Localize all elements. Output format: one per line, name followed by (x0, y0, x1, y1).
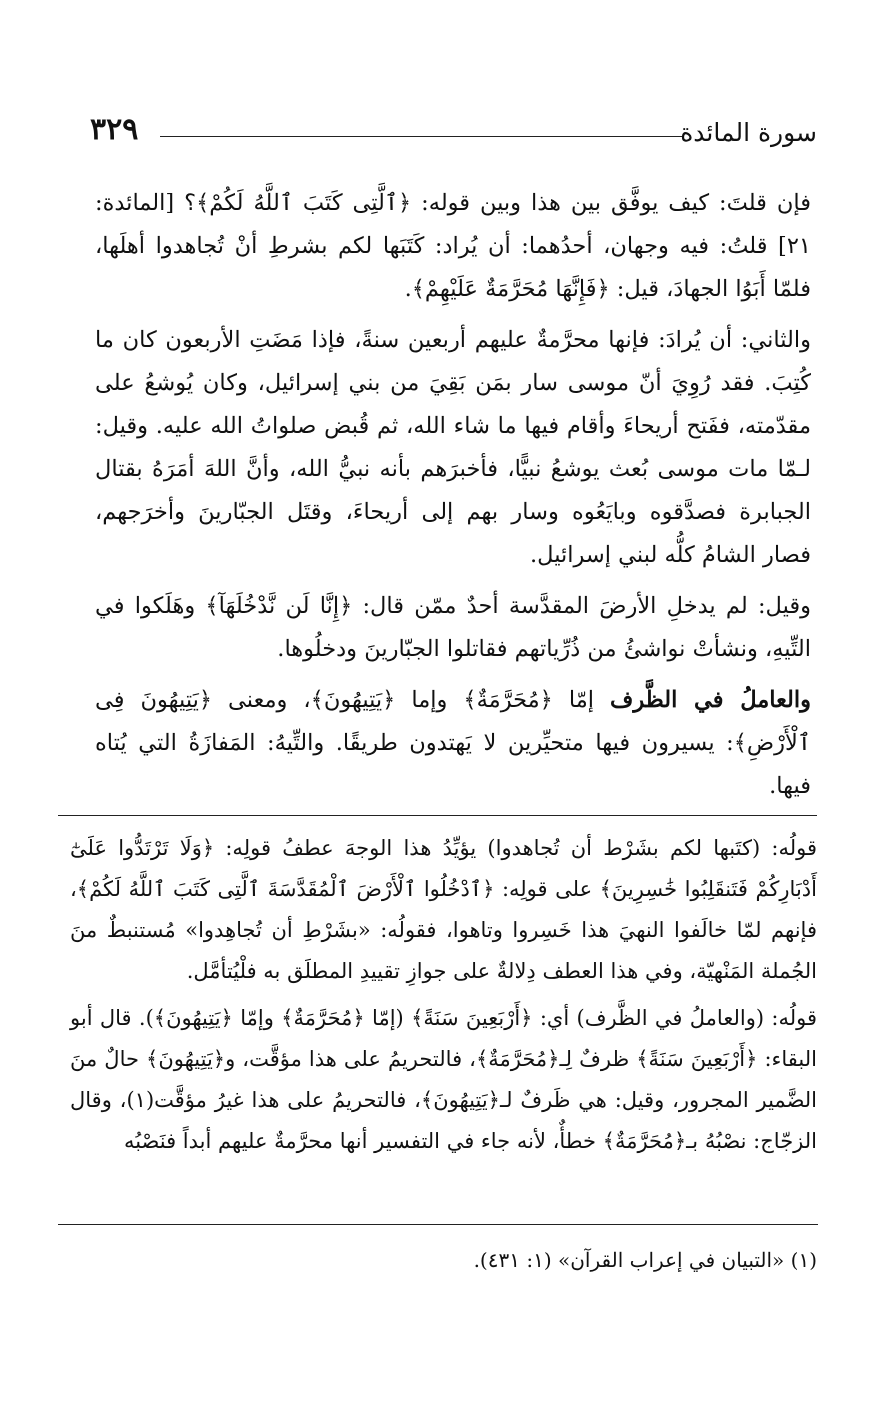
section-divider (58, 815, 817, 816)
paragraph-lead: والعاملُ في الظَّرف (610, 687, 811, 713)
footnote: (١) «التبيان في إعراب القرآن» (١: ٤٣١). (473, 1248, 817, 1272)
paragraph-rest: إمّا ﴿مُحَرَّمَةٌ﴾ وإما ﴿يَتِيهُونَ﴾، ومعنى ﴿يَتِيهُونَ فِى ٱلْأَرْضِ﴾: يسيرون فيها متحيِّرين لا يَهتدون طريقًا. والتِّيهُ: المَفازَةُ التي يُتاه فيها. (95, 687, 811, 799)
main-paragraph-4 (95, 679, 811, 808)
header-rule (160, 136, 682, 137)
main-paragraph-3: وقيل: لم يدخلِ الأرضَ المقدَّسة أحدٌ ممّن قال: ﴿إِنَّا لَن نَّدْخُلَهَآ﴾ وهَلَكوا في التِّيهِ، ونشأتْ نواشئُ من ذُرِّياتهم فقاتلوا الجبّارينَ ودخلُوها. (95, 593, 811, 662)
page-header (90, 112, 817, 158)
surah-title: سورة المائدة (680, 118, 817, 147)
main-text (95, 182, 811, 816)
main-paragraph-2: والثاني: أن يُرادَ: فإنها محرَّمةٌ عليهم أربعين سنةً، فإذا مَضَتِ الأربعون كان ما كُتِبَ. فقد رُوِيَ أنّ موسى سار بمَن بَقِيَ من بني إسرائيل، وكان يُوشعُ على مقدّمته، ففَتح أريحاءَ وأقام فيها ما شاء الله، ثم قُبض صلواتُ الله عليه. وقيل: لـمّا مات موسى بُعث يوشعُ نبيًّا، فأخبرَهم بأنه نبيُّ الله، وأنَّ اللهَ أمَرَهُ بقتال الجبابرة فصدَّقوه وبايَعُوه وسار بهم إلى أريحاءَ، وقتَل الجبّارينَ وأخرَجهم، فصار الشامُ كلُّه لبني إسرائيل. (95, 327, 811, 568)
commentary-text (70, 828, 817, 1168)
commentary-paragraph-2: قولُه: (والعاملُ في الظَّرف) أي: ﴿أَرْبَعِينَ سَنَةً﴾ (إمّا ﴿مُحَرَّمَةٌ﴾ وإمّا ﴿يَتِيهُونَ﴾). قال أبو البقاء: ﴿أَرْبَعِينَ سَنَةً﴾ ظرفٌ لِـ﴿مُحَرَّمَةٌ﴾، فالتحريمُ على هذا مؤقَّت، و﴿يَتِيهُونَ﴾ حالٌ منَ الضَّمير المجرور، وقيل: هي ظَرفٌ لـ﴿يَتِيهُونَ﴾، فالتحريمُ على هذا غيرُ مؤقَّت(١)، وقال الزجّاج: نصْبُهُ بـ﴿مُحَرَّمَةٌ﴾ خطأٌ، لأنه جاء في التفسير أنها محرَّمةٌ عليهم أبداً فنَصْبُه (70, 1006, 818, 1153)
main-paragraph-1: فإن قلتَ: كيف يوفَّق بين هذا وبين قوله: ﴿ٱلَّتِى كَتَبَ ٱللَّهُ لَكُمْ﴾؟ [المائدة: ٢١] قلتُ: فيه وجهان، أحدُهما: أن يُراد: كَتَبَها لكم بشرطِ أنْ تُجاهدوا أهلَها، فلمّا أَبَوُا الجهادَ، قيل: ﴿فَإِنَّهَا مُحَرَّمَةٌ عَلَيْهِمْ﴾. (95, 190, 811, 302)
commentary-paragraph-1: قولُه: (كتَبها لكم بشَرْط أن تُجاهدوا) يؤيِّدُ هذا الوجهَ عطفُ قولِه: ﴿وَلَا تَرْتَدُّوا عَلَىٰٓ أَدْبَارِكُمْ فَتَنقَلِبُوا خَٰسِرِينَ﴾ على قولِه: ﴿ٱدْخُلُوا ٱلْأَرْضَ ٱلْمُقَدَّسَةَ ٱلَّتِى كَتَبَ ٱللَّهُ لَكُمْ﴾، فإنهم لمّا خالَفوا النهيَ هذا خَسِروا وتاهوا، فقولُه: «بشَرْطِ أن تُجاهِدوا» مُستنبطٌ منَ الجُملة المَنْهيّة، وفي هذا العطف دِلالةٌ على جوازِ تقييدِ المطلَق به فلْيُتأمَّل. (70, 836, 817, 983)
page-number: ٣٢٩ (90, 112, 139, 147)
footnote-rule (58, 1224, 818, 1225)
